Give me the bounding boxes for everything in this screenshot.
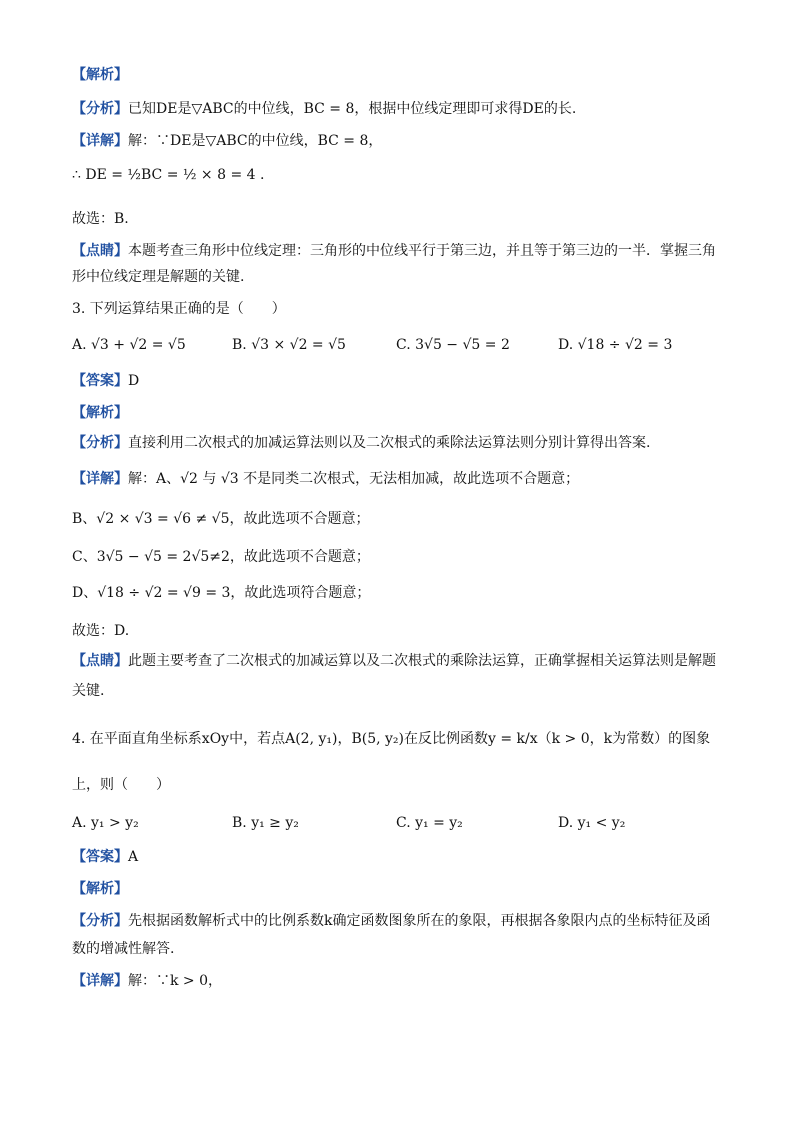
question-3-option-b: B. √3 × √2 = √5 <box>232 337 346 353</box>
question-3-analysis <box>72 432 650 454</box>
detail-tag: 【详解】 <box>72 133 128 149</box>
comment-text-continued: 形中位线定理是解题的关键. <box>72 269 245 285</box>
question-4-answer <box>72 846 138 868</box>
analysis-text: 已知DE是▽ABC的中位线，BC = 8，根据中位线定理即可求得DE的长. <box>128 101 577 117</box>
section-tag-jiexi: 【解析】 <box>72 881 128 897</box>
question-4-analysis-continued: 数的增减性解答. <box>72 941 175 957</box>
comment-tag: 【点睛】 <box>72 243 128 259</box>
analysis-tag: 【分析】 <box>72 101 128 117</box>
answer-tag: 【答案】 <box>72 849 128 865</box>
detail-tag: 【详解】 <box>72 973 128 989</box>
analysis-tag: 【分析】 <box>72 913 128 929</box>
question-4-option-d: D. y₁ < y₂ <box>558 815 626 831</box>
question-3-detail-d: D、√18 ÷ √2 = √9 = 3，故此选项符合题意； <box>72 585 371 601</box>
analysis-paragraph <box>72 98 576 120</box>
question-4-option-c: C. y₁ = y₂ <box>396 815 463 831</box>
answer-tag: 【答案】 <box>72 373 128 389</box>
question-3-comment-continued: 关键. <box>72 683 105 699</box>
analysis-text: 直接利用二次根式的加减运算法则以及二次根式的乘除法运算法则分别计算得出答案. <box>128 435 651 451</box>
comment-paragraph <box>72 240 716 262</box>
detail-paragraph <box>72 130 382 152</box>
question-3-stem: 3. 下列运算结果正确的是（ ） <box>72 301 286 317</box>
question-3-detail-a <box>72 468 579 490</box>
question-4-stem-continued: 上，则（ ） <box>72 777 170 793</box>
question-3-option-c: C. 3√5 − √5 = 2 <box>396 337 510 353</box>
section-tag-jiexi: 【解析】 <box>72 67 128 83</box>
question-3-choice: 故选：D. <box>72 623 130 639</box>
answer-value: A <box>128 849 139 865</box>
choice-line: 故选：B. <box>72 211 129 227</box>
detail-tag: 【详解】 <box>72 471 128 487</box>
comment-text: 此题主要考查了二次根式的加减运算以及二次根式的乘除法运算，正确掌握相关运算法则是解题 <box>128 653 716 669</box>
question-4-option-a: A. y₁ > y₂ <box>72 815 139 831</box>
section-tag-jiexi: 【解析】 <box>72 405 128 421</box>
question-3-option-d: D. √18 ÷ √2 = 3 <box>558 337 673 353</box>
question-4-analysis <box>72 910 710 932</box>
comment-tag: 【点睛】 <box>72 653 128 669</box>
question-4-stem: 4. 在平面直角坐标系xOy中，若点A(2, y₁)，B(5, y₂)在反比例函数y = k/x（k > 0，k为常数）的图象 <box>72 731 711 747</box>
detail-text: 解：A、√2 与 √3 不是同类二次根式，无法相加减，故此选项不合题意； <box>128 471 580 487</box>
comment-text: 本题考查三角形中位线定理：三角形的中位线平行于第三边，并且等于第三边的一半．掌握三角 <box>128 243 716 259</box>
question-3-option-a: A. √3 + √2 = √5 <box>72 337 186 353</box>
question-3-detail-b: B、√2 × √3 = √6 ≠ √5，故此选项不合题意； <box>72 511 370 527</box>
question-3-comment <box>72 650 716 672</box>
detail-text: 解：∵k > 0， <box>128 973 223 989</box>
analysis-tag: 【分析】 <box>72 435 128 451</box>
question-3-answer <box>72 370 139 392</box>
question-4-option-b: B. y₁ ≥ y₂ <box>232 815 299 831</box>
question-4-detail <box>72 970 222 992</box>
calculation-line: ∴ DE = ½BC = ½ × 8 = 4 . <box>72 167 265 183</box>
analysis-text: 先根据函数解析式中的比例系数k确定函数图象所在的象限，再根据各象限内点的坐标特征及函 <box>128 913 711 929</box>
question-3-detail-c: C、3√5 − √5 = 2√5≠2，故此选项不合题意； <box>72 549 370 565</box>
detail-text: 解：∵DE是▽ABC的中位线，BC = 8， <box>128 133 383 149</box>
answer-value: D <box>128 373 140 389</box>
